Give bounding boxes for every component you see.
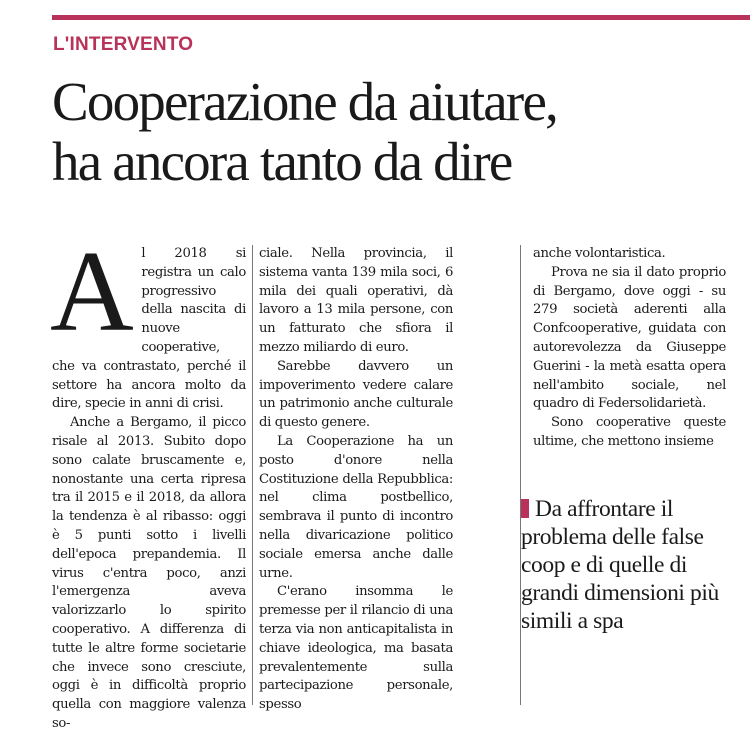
article-paragraph: La Cooperazione ha un posto d'onore nella Costituzione della Repubblica: nel clima postbellico, sembrava il punto di incontro nella divaricazione politico sociale emersa anche dalle urne. bbox=[259, 433, 453, 581]
article-column-2 bbox=[259, 245, 453, 715]
article-paragraph: Sarebbe davvero un impoverimento vedere calare un patrimonio anche culturale di questo genere. bbox=[259, 358, 453, 431]
pull-quote-text: Da affrontare il problema delle false coop e di quelle di grandi dimensioni più simili a spa bbox=[521, 496, 719, 634]
drop-cap: A bbox=[50, 228, 134, 356]
section-kicker: L'INTERVENTO bbox=[53, 34, 194, 55]
paragraph-text: l 2018 si registra un calo progressivo della nascita di nuove cooperative, che va contrastato, perché il settore ha ancora molto da dire, specie in anni di crisi. bbox=[52, 246, 246, 412]
headline bbox=[52, 72, 742, 192]
quote-marker-icon bbox=[521, 499, 529, 518]
article-paragraph: anche volontaristica. bbox=[533, 246, 666, 261]
article-column-1 bbox=[50, 228, 246, 734]
article-column-3 bbox=[533, 245, 726, 452]
pull-quote bbox=[521, 495, 746, 635]
column-divider bbox=[520, 245, 521, 705]
article-paragraph bbox=[50, 228, 246, 414]
headline-line-2: ha ancora tanto da dire bbox=[52, 131, 512, 192]
article-paragraph: C'erano insomma le premesse per il rilancio di una terza via non anticapitalista in chiave ideologica, ma basata prevalentemente sulla partecipazione personale, spesso bbox=[259, 584, 453, 713]
column-divider bbox=[252, 245, 253, 705]
article-paragraph: Prova ne sia il dato proprio di Bergamo, dove oggi - su 279 società aderenti alla Confcooperative, guidata con autorevolezza da Giuseppe Guerini - la metà esatta opera nell'ambito sociale, nel quadro di Federsolidarietà. bbox=[533, 264, 726, 412]
article-paragraph: ciale. Nella provincia, il sistema vanta 139 mila soci, 6 mila dei quali operativi, dà lavoro a 13 mila persone, con un fatturato che sfiora il mezzo miliardo di euro. bbox=[259, 246, 453, 355]
article-paragraph: Anche a Bergamo, il picco risale al 2013. Subito dopo sono calate bruscamente e, nonostante una certa ripresa tra il 2015 e il 2018, da allora la tendenza è al ribasso: oggi è 5 punti sotto i livelli dell'epoca prepandemia. Il virus c'entra poco, anzi l'emergenza aveva valorizzarlo lo spirito cooperativo. A differenza di tutte le altre forme societarie che invece sono cresciute, oggi è in difficoltà proprio quella con maggiore valenza so- bbox=[52, 415, 246, 731]
headline-line-1: Cooperazione da aiutare, bbox=[52, 71, 558, 132]
top-accent-rule bbox=[52, 15, 750, 20]
article-paragraph: Sono cooperative queste ultime, che mettono insieme bbox=[533, 415, 726, 449]
